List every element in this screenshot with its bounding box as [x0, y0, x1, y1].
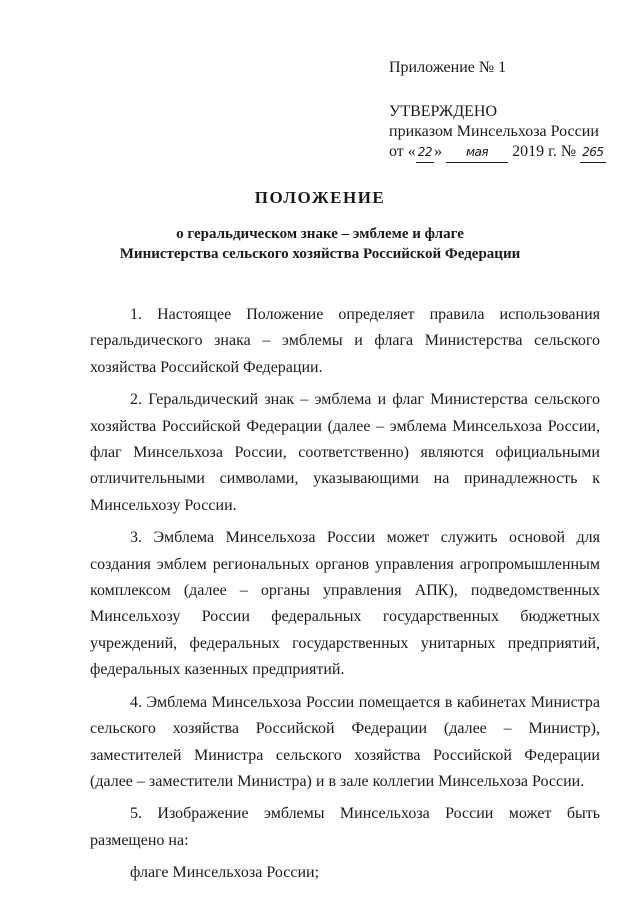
subtitle-line-2: Министерства сельского хозяйства Российской Федерации — [119, 246, 521, 262]
order-line: приказом Минсельхоза России — [389, 123, 599, 140]
paragraph-3: 3. Эмблема Минсельхоза России может служить основой для создания эмблем региональных органов управления агропромышленным комплексом (далее – органы управления АПК), подведомственных Минсельхозу России федеральных государственных бюджетных учреждений, федеральных государственных унитарных предприятий, федеральных казенных предприятий. — [90, 529, 600, 679]
handwritten-month: мая — [446, 142, 508, 163]
paragraph-4: 4. Эмблема Минсельхоза России помещается в кабинетах Министра сельского хозяйства Российской Федерации (далее – Министр), заместителей Министра сельского хозяйства Российской Федерации (далее – заместители Министра) и в зале коллегии Минсельхоза России. — [90, 693, 600, 790]
date-mid: » — [434, 143, 443, 160]
subtitle-line-1: о геральдическом знаке – эмблеме и флаге — [176, 226, 464, 242]
paragraph-5: 5. Изображение эмблемы Минсельхоза России может быть размещено на: — [90, 805, 600, 849]
document-subtitle — [60, 224, 580, 264]
approved-label: УТВЕРЖДЕНО — [389, 103, 498, 120]
document-body — [90, 302, 600, 893]
date-year: 2019 г. № — [512, 143, 577, 160]
document-title: ПОЛОЖЕНИЕ — [254, 188, 386, 207]
paragraph-1: 1. Настоящее Положение определяет правила использования геральдического знака – эмблемы и флага Министерства сельского хозяйства Российской Федерации. — [90, 306, 600, 376]
appendix-number: Приложение № 1 — [389, 59, 507, 76]
paragraph-2: 2. Геральдический знак – эмблема и флаг Министерства сельского хозяйства Российской Федерации (далее – эмблема Минсельхоза России, флаг Минсельхоза России, соответственно) являются официальными отличительными символами, указывающими на принадлежность к Минсельхозу России. — [90, 391, 600, 514]
handwritten-day: 22 — [416, 142, 434, 163]
approval-block — [389, 102, 606, 163]
handwritten-order-number: 265 — [580, 142, 605, 163]
order-date-line — [389, 142, 606, 163]
list-item-flag: флаге Минсельхоза России; — [130, 864, 320, 882]
date-prefix: от « — [389, 143, 416, 160]
